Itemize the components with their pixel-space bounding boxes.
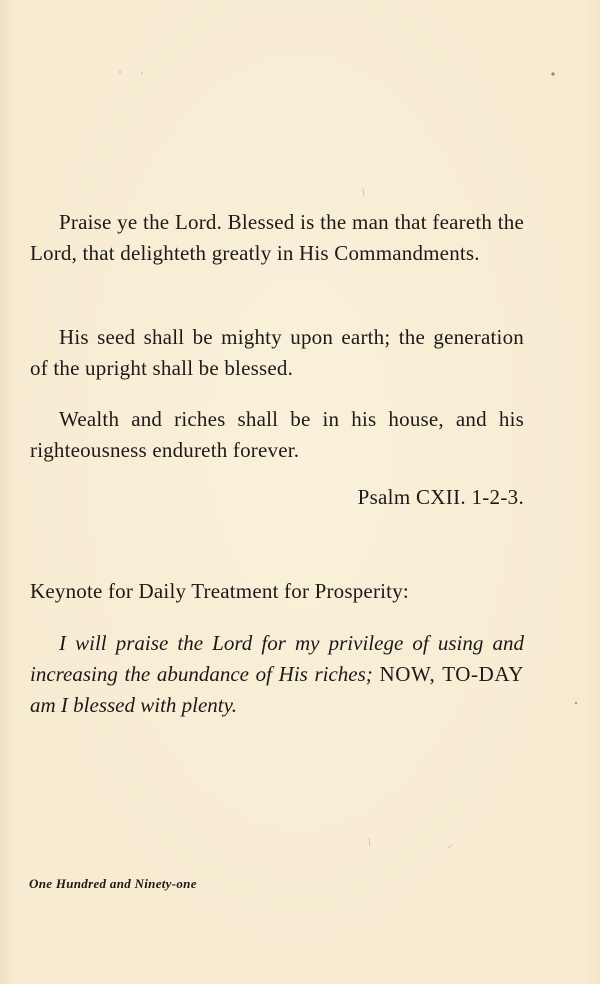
psalm-verse-2: His seed shall be mighty upon earth; the generation of the upright shall be blessed. xyxy=(30,325,524,380)
affirmation-italic-text: I will praise the Lord for my privilege of using and increasing the abundance of His riches; xyxy=(30,631,524,686)
psalm-verse-1: Praise ye the Lord. Blessed is the man that feareth the Lord, that delighteth greatly in His Commandments. xyxy=(30,210,524,265)
affirmation-end-text: am I blessed with plenty. xyxy=(30,693,238,717)
psalm-verse-3: Wealth and riches shall be in his house, and his righteousness endureth forever. xyxy=(30,407,524,462)
page-number-footer: One Hundred and Ninety-one xyxy=(29,876,197,891)
keynote-affirmation xyxy=(30,628,524,721)
keynote-heading: Keynote for Daily Treatment for Prosperity: xyxy=(30,579,409,603)
affirmation-caps-text: NOW, TO-DAY xyxy=(379,662,525,686)
psalm-citation: Psalm CXII. 1-2-3. xyxy=(357,485,524,509)
